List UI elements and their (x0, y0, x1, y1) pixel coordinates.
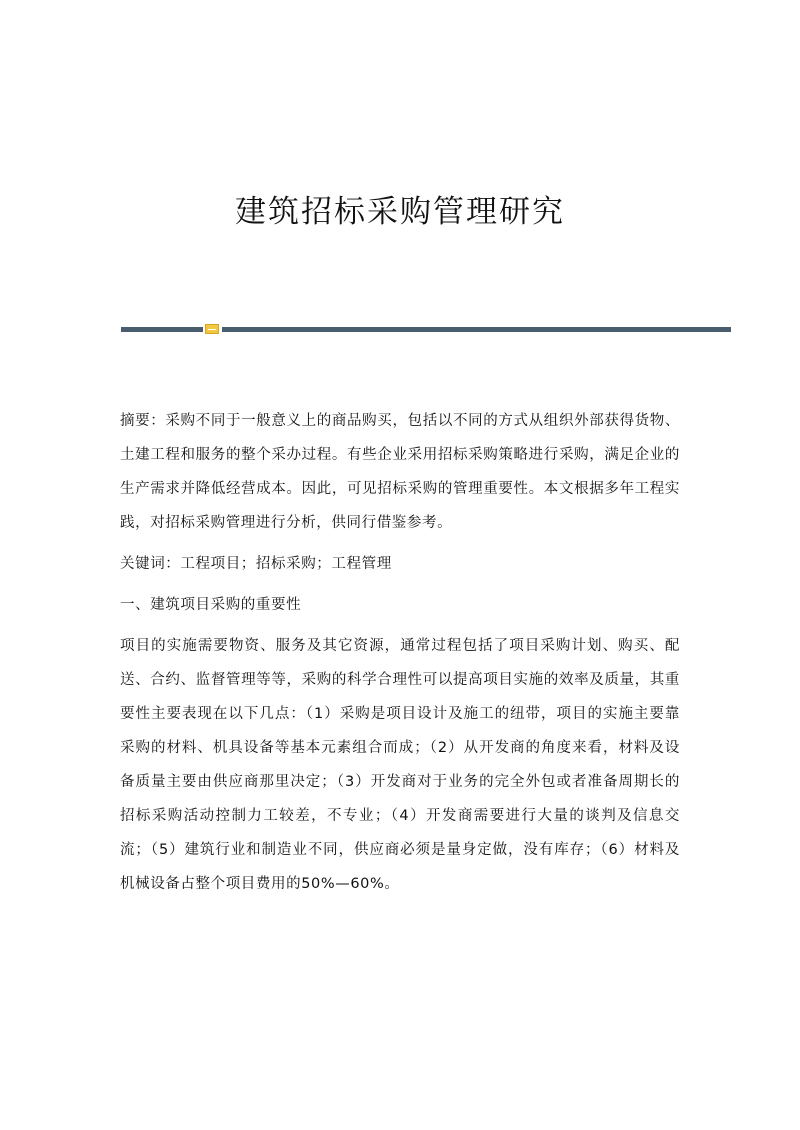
divider-left-bar (121, 327, 203, 332)
abstract-paragraph: 摘要：采购不同于一般意义上的商品购买，包括以不同的方式从组织外部获得货物、土建工程和服务的整个采办过程。有些企业采用招标采购策略进行采购，满足企业的生产需求并降低经营成本。因此，可见招标采购的管理重要性。本文根据多年工程实践，对招标采购管理进行分析，供同行借鉴参考。 (120, 413, 680, 531)
document-body (120, 404, 680, 908)
title-divider (121, 324, 731, 334)
section-heading: 一、建筑项目采购的重要性 (120, 597, 302, 613)
section-paragraph: 项目的实施需要物资、服务及其它资源，通常过程包括了项目采购计划、购买、配送、合约、监督管理等等，采购的科学合理性可以提高项目实施的效率及质量，其重要性主要表现在以下几点：（1）采购是项目设计及施工的纽带，项目的实施主要靠采购的材料、机具设备等基本元素组合而成；（2）从开发商的角度来看，材料及设备质量主要由供应商那里决定；（3）开发商对于业务的完全外包或者准备周期长的招标采购活动控制力工较差，不专业；（4）开发商需要进行大量的谈判及信息交流；（5）建筑行业和制造业不同，供应商必须是量身定做，没有库存；（6）材料及机械设备占整个项目费用的50%—60%。 (120, 638, 680, 892)
document-title: 建筑招标采购管理研究 (235, 194, 565, 230)
keywords-line: 关键词：工程项目；招标采购；工程管理 (120, 556, 392, 572)
divider-right-bar (222, 327, 731, 332)
divider-emblem-icon (205, 324, 219, 334)
